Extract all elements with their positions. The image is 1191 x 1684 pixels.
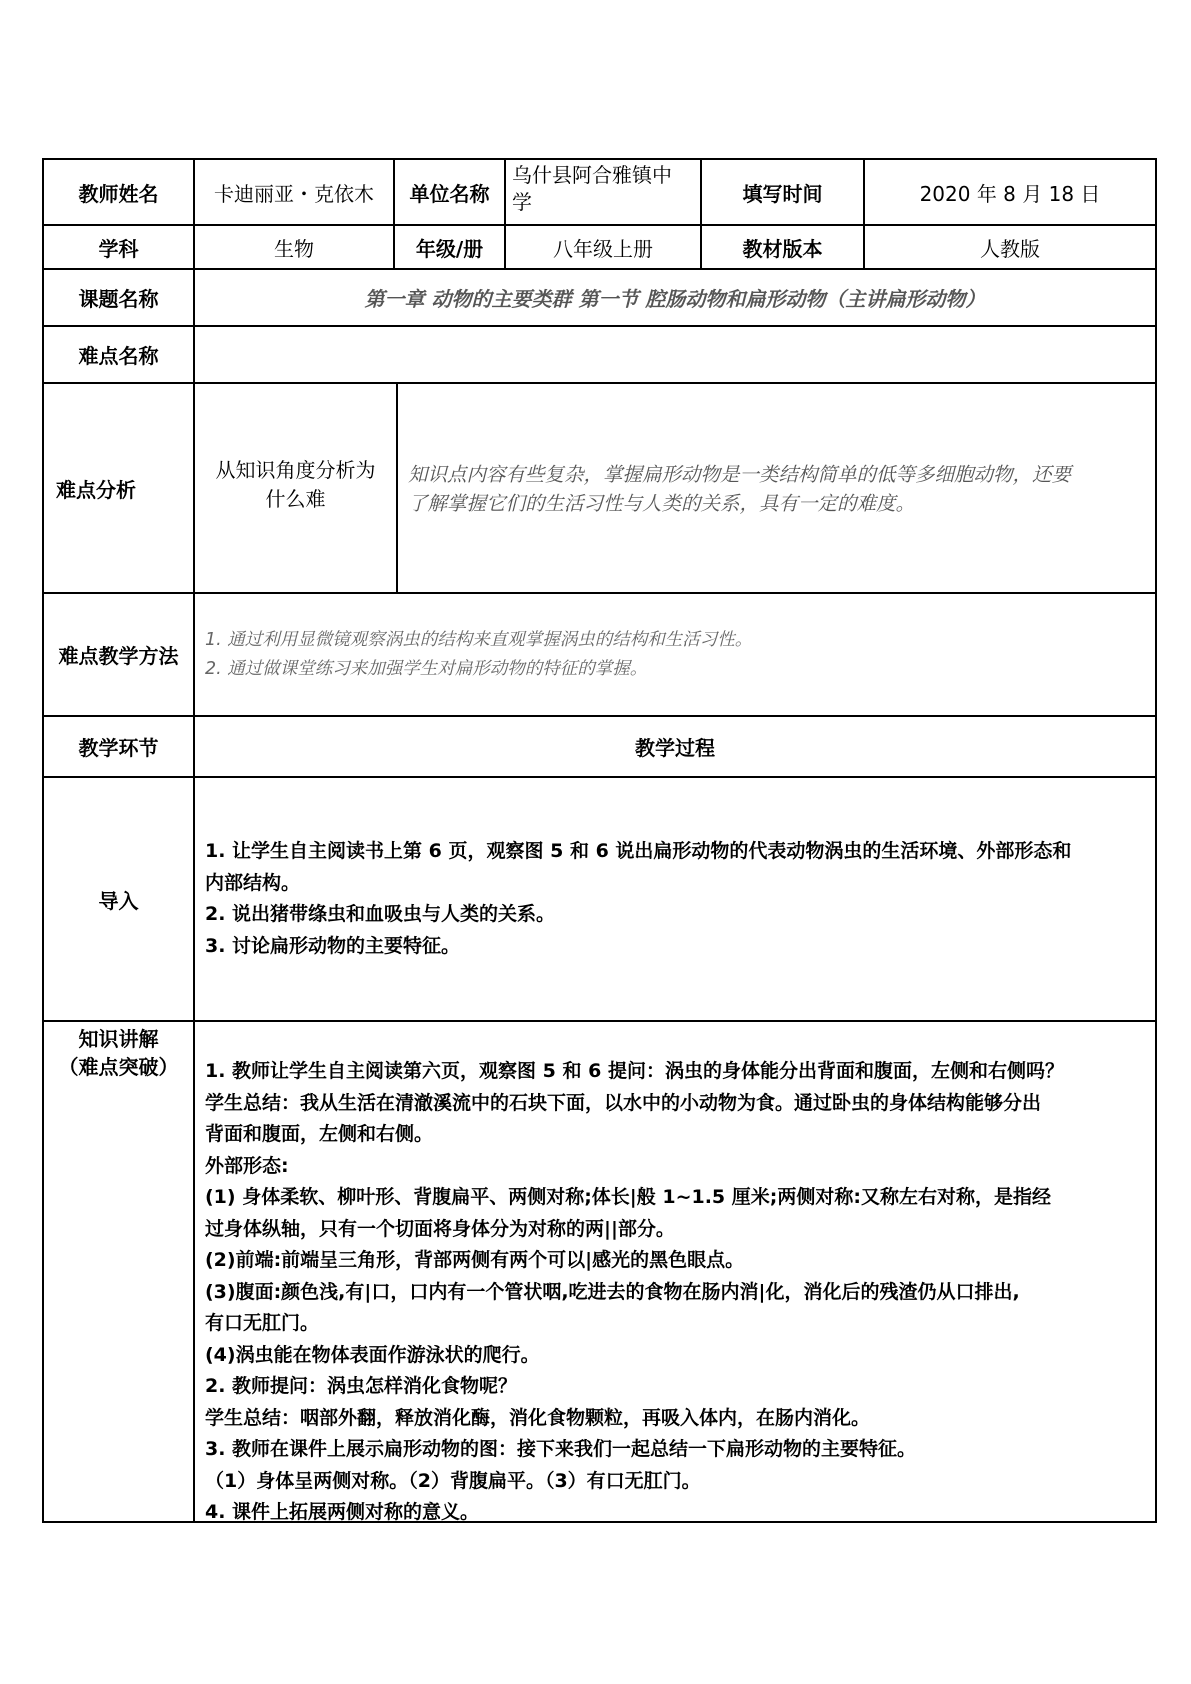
unit-name-value: 乌什县阿合雅镇中 学 [512, 163, 672, 214]
analysis-sub-label: 从知识角度分析为 什么难 [215, 458, 376, 511]
analysis-content: 知识点内容有些复杂，掌握扁形动物是一类结构简单的低等多细胞动物，还要 了解掌握它们的生活习性与人类的关系，具有一定的难度。 [408, 463, 1072, 515]
fill-time-value: 2020 年 8 月 18 日 [919, 181, 1101, 206]
edition-label: 教材版本 [742, 236, 823, 261]
grade-value: 八年级上册 [553, 236, 653, 261]
teacher-name-value: 卡迪丽亚・克依木 [214, 181, 374, 206]
topic-label: 课题名称 [78, 287, 159, 311]
subject-value: 生物 [274, 236, 314, 261]
teacher-name-label: 教师姓名 [78, 181, 159, 206]
explain-label: 知识讲解 （难点突破） [58, 1027, 179, 1079]
difficulty-value [195, 327, 1155, 382]
method-content: 1. 通过利用显微镜观察涡虫的结构来直观掌握涡虫的结构和生活习性。 2. 通过做课堂练习来加强学生对扁形动物的特征的掌握。 [205, 630, 753, 679]
difficulty-label: 难点名称 [78, 344, 159, 368]
explain-content: 1. 教师让学生自主阅读第六页，观察图 5 和 6 提问：涡虫的身体能分出背面和腹面，左侧和右侧吗？ 学生总结：我从生活在清澈溪流中的石块下面，以水中的小动物为食。通过卧虫的身体结构能够分出 背面和腹面，左侧和右侧。 外部形态: (1) 身体柔软、柳叶形、背腹扁平、两侧对称;体长|般 1~1.5 厘米;两侧对称:又称左右对称，是指经 过身体纵轴，只有一个切面将身体分为对称的两||部分。 (2)前端:前端呈三角形，背部两侧有两个可以|感光的黑色眼点。 (3)腹面:颜色浅,有|口，口内有一个管状咽,吃进去的食物在肠内消|化，消化后的残渣仍从口排出, 有口无肛门。 (4)涡虫能在物体表面作游泳状的爬行。 2. 教师提问：涡虫怎样消化食物呢？ 学生总结：咽部外翻，释放消化酶，消化食物颗粒，再吸入体内，在肠内消化。 3. 教师在课件上展示扁形动物的图：接下来我们一起总结一下扁形动物的主要特征。 （1）身体呈两侧对称。（2）背腹扁平。（3）有口无肛门。 4. 课件上拓展两侧对称的意义。 [205, 1060, 1064, 1523]
method-label: 难点教学方法 [58, 644, 179, 668]
process-header-label: 教学过程 [635, 736, 715, 760]
topic-value: 第一章 动物的主要类群 第一节 腔肠动物和扁形动物（主讲扁形动物） [364, 287, 986, 311]
stage-header-label: 教学环节 [78, 736, 159, 760]
grade-label: 年级/册 [415, 236, 484, 261]
unit-name-label: 单位名称 [409, 181, 490, 206]
edition-value: 人教版 [980, 236, 1040, 261]
fill-time-label: 填写时间 [742, 181, 823, 206]
subject-label: 学科 [98, 236, 139, 261]
intro-label: 导入 [98, 888, 139, 913]
intro-content: 1. 让学生自主阅读书上第 6 页，观察图 5 和 6 说出扁形动物的代表动物涡虫的生活环境、外部形态和 内部结构。 2. 说出猪带绦虫和血吸虫与人类的关系。 3. 讨论扁形动物的主要特征。 [205, 840, 1072, 957]
analysis-label: 难点分析 [56, 477, 136, 502]
